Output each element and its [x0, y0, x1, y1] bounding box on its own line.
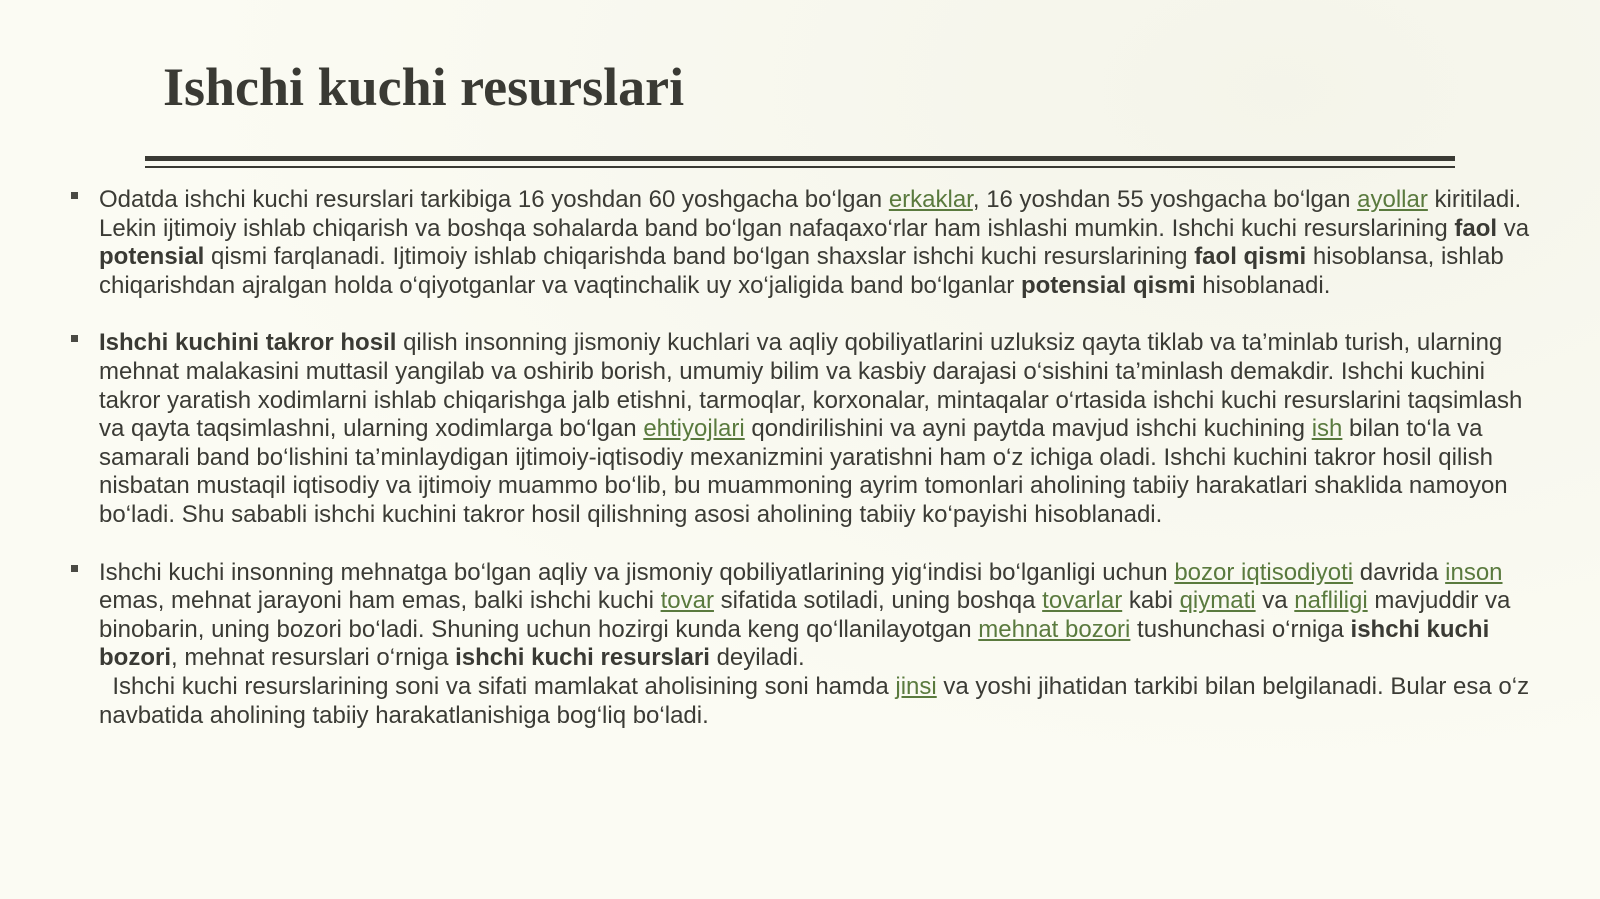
link-ehtiyojlari[interactable]: ehtiyojlari — [643, 415, 745, 443]
square-bullet-icon — [71, 192, 78, 199]
slide-content — [70, 186, 1530, 759]
text-run: emas, mehnat jarayoni ham emas, balki ishchi kuchi — [99, 587, 661, 615]
text-run: qondirilishini va ayni paytda mavjud ishchi kuchining — [744, 415, 1312, 443]
bullet-item — [70, 186, 1530, 300]
text-run: hisoblanadi. — [1195, 271, 1331, 299]
text-run: hisoblansa, ishlab chiqarishdan ajralgan holda o‘qiyotganlar va vaqtinchalik uy xo‘jaligida band bo‘lganlar — [99, 243, 1504, 299]
text-run: va yoshi jihatidan tarkibi bilan belgilanadi. Bular esa o‘z navbatida aholining tabiiy harakatlanishiga bog‘liq bo‘ladi. — [99, 672, 1530, 729]
bullet-text — [99, 559, 1530, 731]
text-run: qilish insonning jismoniy kuchlari va aqliy qobiliyatlarini uzluksiz qayta tiklab va ta’minlab turish, ularning mehnat malakasini muttasil yangilab va oshirib borish, umumiy bilim va kasbiy darajasi o‘sishini ta’minlash demakdir. Ishchi kuchini takror yaratish xodimlarni ishlab chiqarishga jalb etishni, tarmoqlar, korxonalar, mintaqalar o‘rtasida ishchi kuchi resurslarini taqsimlash va qayta taqsimlashni, ularning xodimlarga bo‘lgan — [99, 329, 1523, 443]
text-run: deyiladi. — [709, 644, 805, 672]
title-divider-thin — [145, 166, 1455, 168]
slide-title: Ishchi kuchi resurslari — [163, 57, 685, 117]
bullet-text — [99, 329, 1530, 529]
link-nafliligi[interactable]: nafliligi — [1294, 587, 1368, 615]
bullet-text — [99, 186, 1530, 300]
text-run: bilan to‘la va samarali band bo‘lishini ta’minlaydigan ijtimoiy-iqtisodiy mexanizmini yaratishni ham o‘z ichiga oladi. Ishchi kuchini takror hosil qilish nisbatan mustaqil iqtisodiy va ijtimoiy muammo bo‘lib, bu muammoning ayrim tomonlari aholining tabiiy harakatlari shaklida namoyon bo‘ladi. Shu sababli ishchi kuchini takror hosil qilishning asosi aholining tabiiy ko‘payishi hisoblanadi. — [99, 415, 1508, 528]
text-run: , 16 yoshdan 55 yoshgacha bo‘lgan — [972, 186, 1358, 213]
link-mehnat-bozori[interactable]: mehnat bozori — [978, 615, 1131, 643]
bold-term: ishchi kuchi resurslari — [455, 644, 710, 672]
text-run: , mehnat resurslari o‘rniga — [171, 644, 456, 672]
text-run: Ishchi kuchi resurslarining soni va sifati mamlakat aholisining soni hamda — [99, 672, 896, 700]
bold-term: ishchi kuchi bozori — [99, 615, 1490, 672]
link-tovar[interactable]: tovar — [660, 587, 714, 615]
bold-term: potensial qismi — [1020, 271, 1196, 299]
text-run: qismi farqlanadi. Ijtimoiy ishlab chiqarishda band bo‘lgan shaxslar ishchi kuchi resurslarining — [204, 243, 1195, 271]
text-run: kabi — [1122, 587, 1180, 615]
text-run: va — [1497, 214, 1530, 242]
link-erkaklar[interactable]: erkaklar — [888, 186, 973, 213]
link-qiymati[interactable]: qiymati — [1179, 587, 1256, 615]
text-run: davrida — [1353, 558, 1446, 586]
text-run: Ishchi kuchi insonning mehnatga bo‘lgan aqliy va jismoniy qobiliyatlarining yig‘indisi bo‘lganligi uchun — [99, 558, 1175, 586]
link-ayollar[interactable]: ayollar — [1357, 186, 1428, 213]
bold-term: potensial — [99, 243, 205, 271]
bullet-item — [70, 329, 1530, 529]
text-run: tushunchasi o‘rniga — [1130, 615, 1351, 643]
link-inson[interactable]: inson — [1445, 558, 1503, 586]
text-run: sifatida sotiladi, uning boshqa — [713, 587, 1043, 615]
bold-term: Ishchi kuchini takror hosil — [99, 329, 397, 357]
text-run: Odatda ishchi kuchi resurslari tarkibiga 16 yoshdan 60 yoshgacha bo‘lgan — [99, 186, 889, 213]
bullet-item — [70, 559, 1530, 731]
text-run: va — [1255, 587, 1295, 615]
text-run: kiritiladi. Lekin ijtimoiy ishlab chiqarish va boshqa sohalarda band bo‘lgan nafaqaxo‘rlar ham ishlashi mumkin. Ishchi kuchi resurslarining — [99, 186, 1522, 242]
link-ish[interactable]: ish — [1311, 415, 1343, 443]
bold-term: faol — [1454, 214, 1498, 242]
square-bullet-icon — [71, 335, 78, 342]
square-bullet-icon — [71, 565, 78, 572]
link-tovarlar[interactable]: tovarlar — [1042, 587, 1123, 615]
link-bozor-iqtisodiyoti[interactable]: bozor iqtisodiyoti — [1174, 558, 1354, 586]
title-divider-thick — [145, 156, 1455, 161]
bold-term: faol qismi — [1194, 243, 1307, 271]
text-run: mavjuddir va binobarin, uning bozori bo‘ladi. Shuning uchun hozirgi kunda keng qo‘llanilayotgan — [99, 587, 1511, 643]
link-jinsi[interactable]: jinsi — [895, 672, 937, 700]
